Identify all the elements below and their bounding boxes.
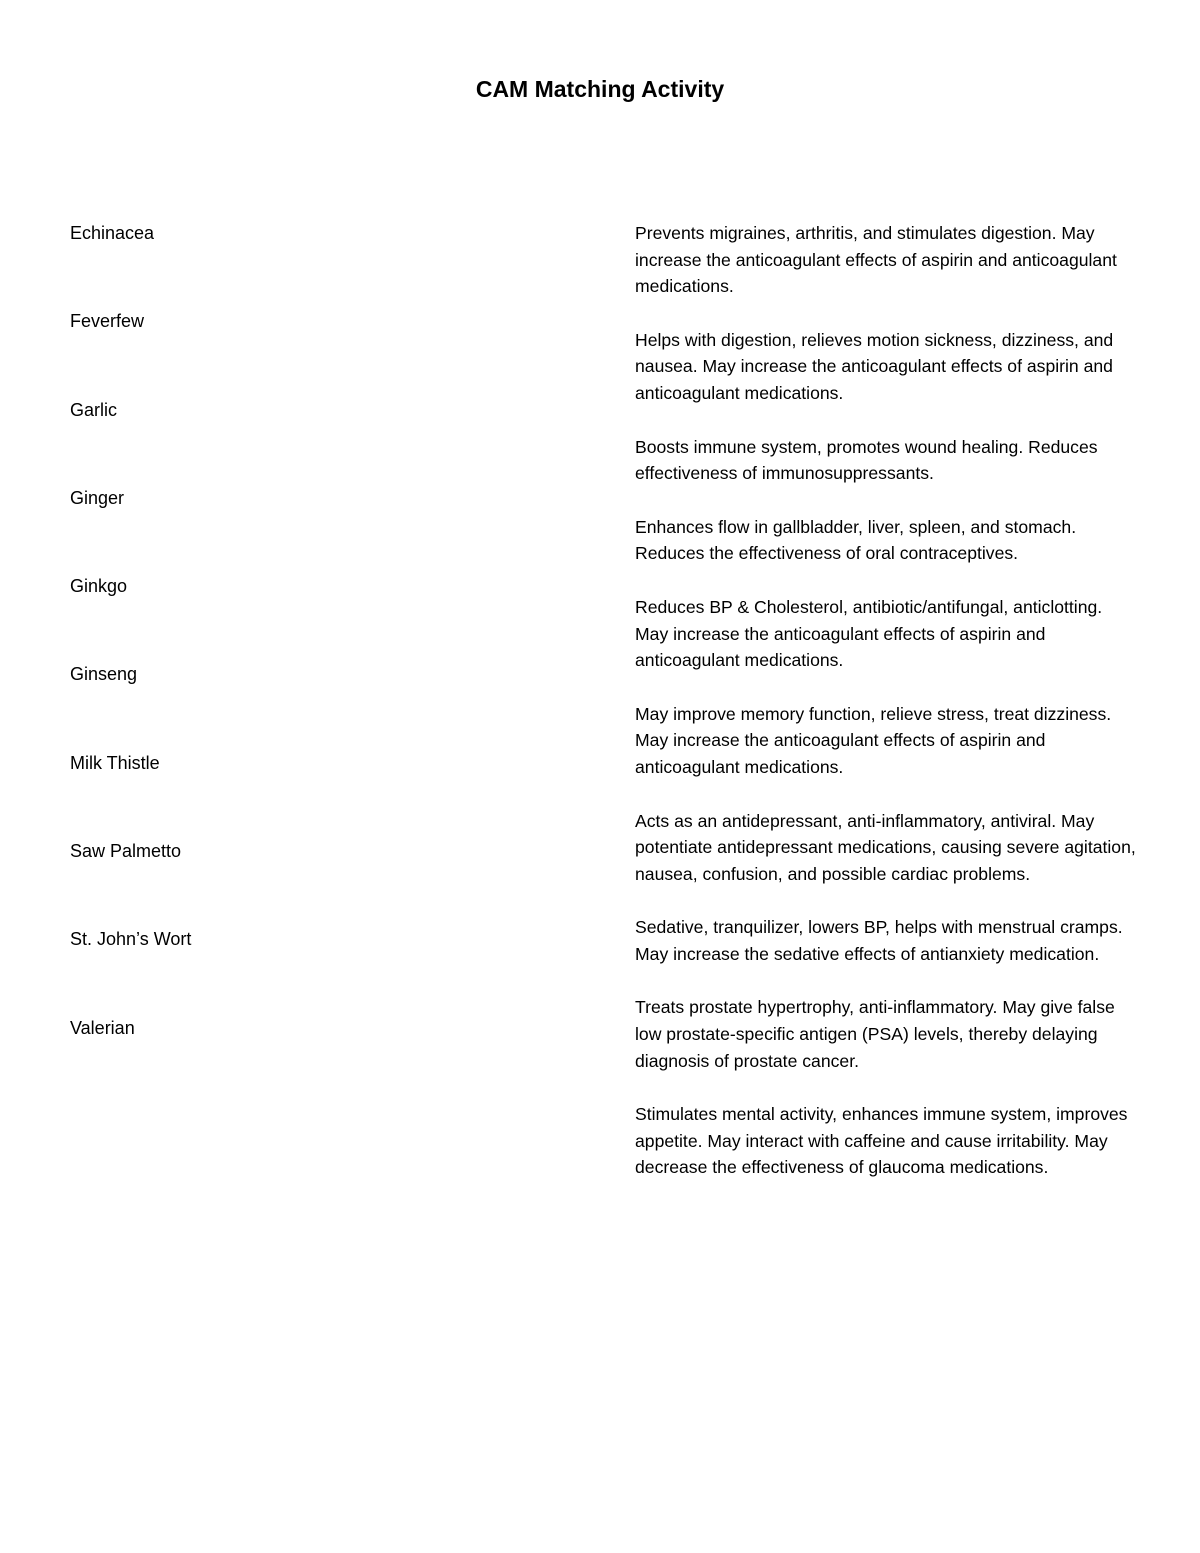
description-item: Helps with digestion, relieves motion sickness, dizziness, and nausea. May increase the anticoagulant effects of aspirin and anticoagulant medications. bbox=[635, 329, 1114, 403]
description-item: Sedative, tranquilizer, lowers BP, helps with menstrual cramps. May increase the sedative effects of antianxiety medication. bbox=[635, 917, 1123, 964]
herb-list bbox=[70, 220, 470, 1103]
herb-item-st-johns-wort: St. John’s Wort bbox=[70, 929, 192, 950]
description-item: Treats prostate hypertrophy, anti-inflammatory. May give false low prostate-specific antigen (PSA) levels, thereby delaying diagnosis of prostate cancer. bbox=[635, 997, 1115, 1071]
description-list bbox=[635, 220, 1140, 1208]
description-item: Reduces BP & Cholesterol, antibiotic/antifungal, anticlotting. May increase the anticoagulant effects of aspirin and anticoagulant medications. bbox=[635, 596, 1103, 671]
description-item: Acts as an antidepressant, anti-inflammatory, antiviral. May potentiate antidepressant medications, causing severe agitation, nausea, confusion, and possible cardiac problems. bbox=[635, 810, 1136, 884]
description-item: Prevents migraines, arthritis, and stimulates digestion. May increase the anticoagulant effects of aspirin and anticoagulant medications. bbox=[635, 223, 1117, 297]
description-item: May improve memory function, relieve stress, treat dizziness. May increase the anticoagulant effects of aspirin and anticoagulant medications. bbox=[635, 703, 1112, 777]
description-item: Stimulates mental activity, enhances immune system, improves appetite. May interact with caffeine and cause irritability. May decrease the effectiveness of glaucoma medications. bbox=[635, 1104, 1128, 1178]
description-item: Enhances flow in gallbladder, liver, spleen, and stomach. Reduces the effectiveness of oral contraceptives. bbox=[635, 516, 1077, 564]
herb-item-feverfew: Feverfew bbox=[70, 311, 145, 332]
herb-item-ginkgo: Ginkgo bbox=[70, 576, 128, 597]
herb-item-echinacea: Echinacea bbox=[70, 223, 155, 243]
herb-item-valerian: Valerian bbox=[70, 1017, 135, 1038]
herb-item-saw-palmetto: Saw Palmetto bbox=[70, 841, 182, 862]
herb-item-ginseng: Ginseng bbox=[70, 664, 138, 685]
herb-item-ginger: Ginger bbox=[70, 487, 125, 508]
herb-item-milk-thistle: Milk Thistle bbox=[70, 752, 160, 773]
page-title: CAM Matching Activity bbox=[475, 76, 725, 102]
herb-item-garlic: Garlic bbox=[70, 399, 118, 420]
description-item: Boosts immune system, promotes wound healing. Reduces effectiveness of immunosuppressants. bbox=[635, 436, 1098, 484]
